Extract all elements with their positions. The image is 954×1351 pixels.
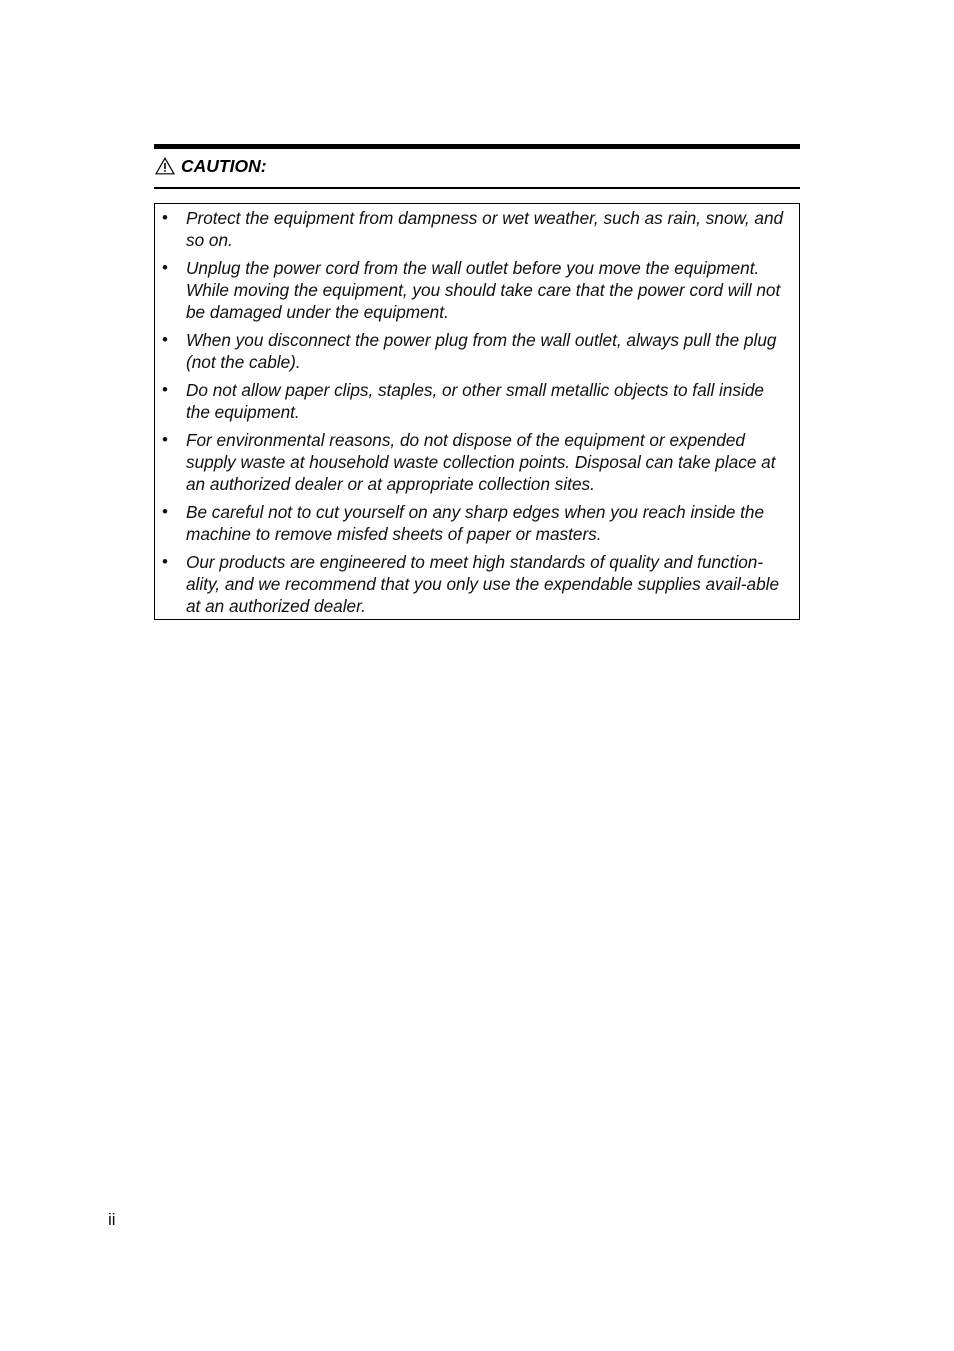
bullet-icon: • (162, 552, 168, 571)
caution-item (155, 257, 799, 323)
caution-item (155, 551, 799, 617)
caution-item-text: Our products are engineered to meet high standards of quality and function-ality, and we recommend that you only use the expendable supplies avail-able at an authorized dealer. (186, 552, 780, 616)
caution-item-text: For environmental reasons, do not dispose of the equipment or expended supply waste at household waste collection points. Disposal can take place at an authorized dealer or at appropriate collection sites. (186, 430, 776, 494)
header-rule (154, 187, 800, 189)
warning-triangle-icon (155, 157, 175, 175)
page-number: ii (108, 1210, 116, 1229)
caution-item (155, 501, 799, 545)
caution-item-text: Be careful not to cut yourself on any sharp edges when you reach inside the machine to remove misfed sheets of paper or masters. (186, 502, 765, 544)
top-rule (154, 144, 800, 149)
bullet-icon: • (162, 430, 168, 449)
bullet-icon: • (162, 502, 168, 521)
caution-header (155, 153, 267, 179)
caution-item-text: Do not allow paper clips, staples, or other small metallic objects to fall inside the equipment. (186, 380, 764, 422)
caution-item-text: Unplug the power cord from the wall outlet before you move the equipment. While moving the equipment, you should take care that the power cord will not be damaged under the equipment. (186, 258, 781, 322)
caution-list (155, 207, 799, 623)
caution-item-text: Protect the equipment from dampness or wet weather, such as rain, snow, and so on. (186, 208, 784, 250)
caution-item (155, 429, 799, 495)
bullet-icon: • (162, 380, 168, 399)
bullet-icon: • (162, 208, 168, 227)
bullet-icon: • (162, 258, 168, 277)
bullet-icon: • (162, 330, 168, 349)
caution-item (155, 379, 799, 423)
caution-item (155, 207, 799, 251)
caution-box (154, 203, 800, 620)
caution-item (155, 329, 799, 373)
caution-item-text: When you disconnect the power plug from the wall outlet, always pull the plug (not the cable). (186, 330, 777, 372)
caution-title: CAUTION: (181, 156, 267, 176)
